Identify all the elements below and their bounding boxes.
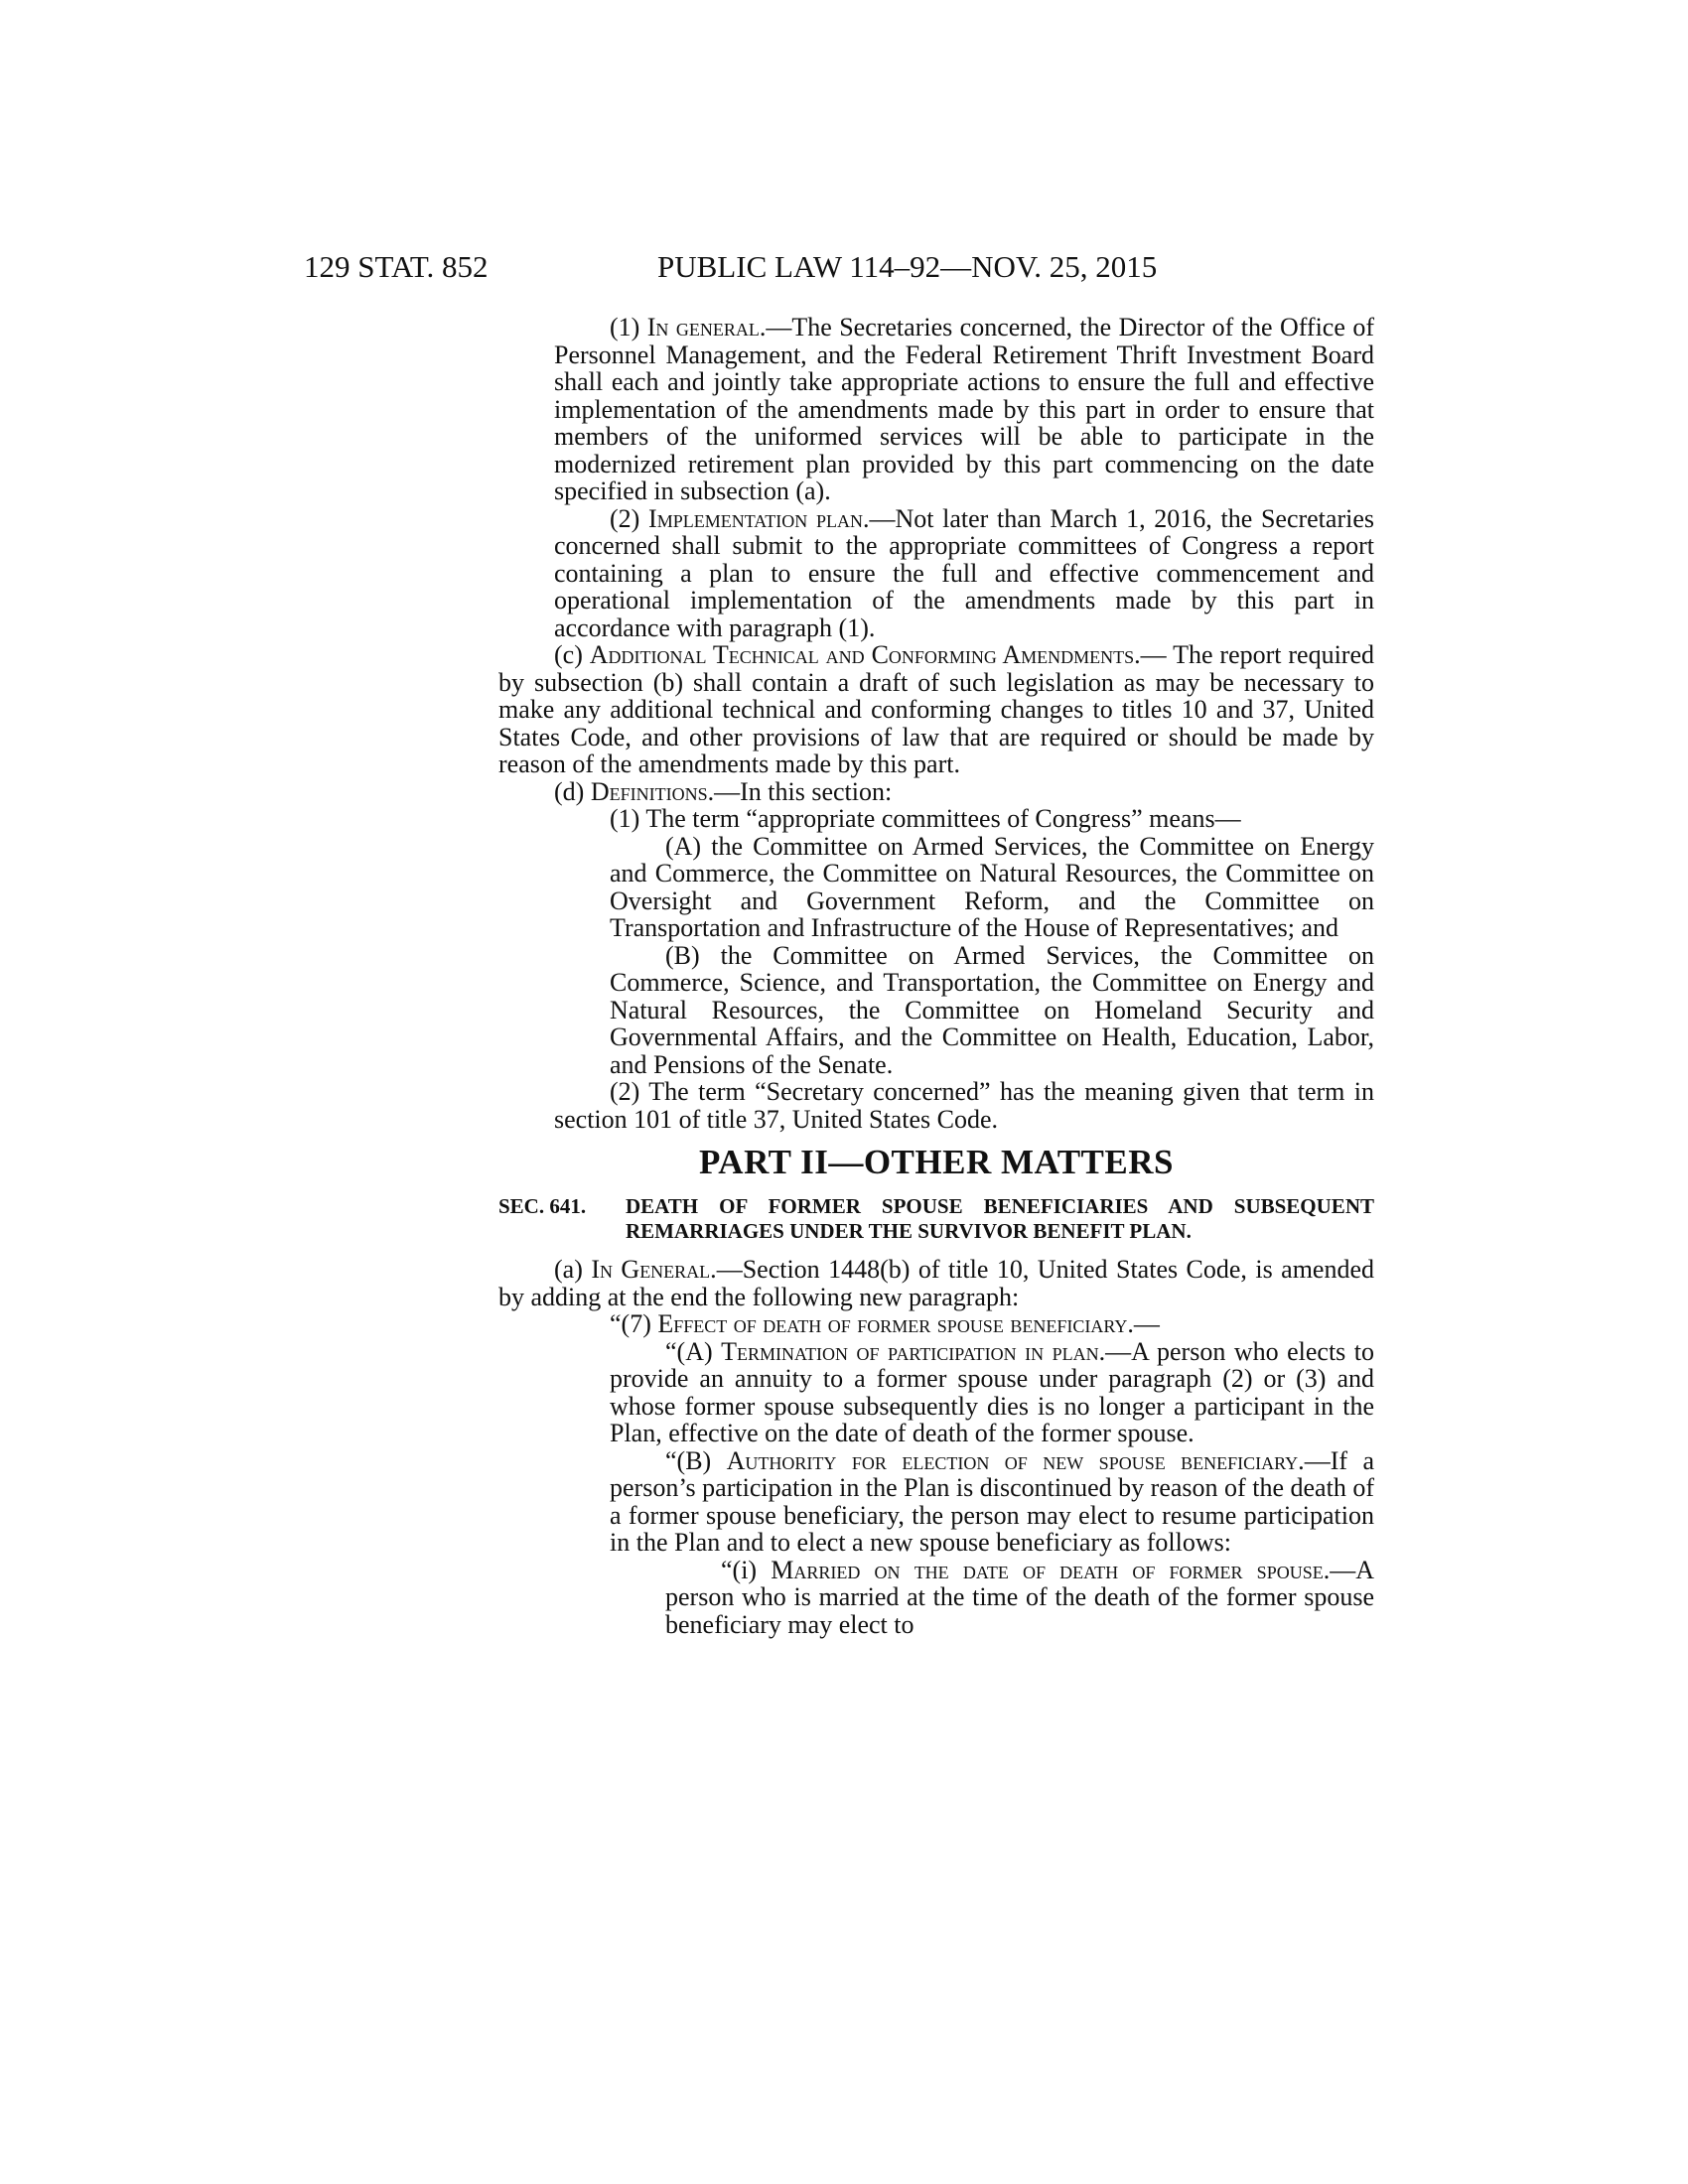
paragraph-b2-text: Not later than March 1, 2016, the Secretaries concerned shall submit to the appropriate committees of Congress a report containing a plan to ensure the full and effective commencement and operational implementation of the amendments made by this part in accordance with paragraph (1). [554,503,1374,642]
paragraph-b2: (2) Implementation plan.—Not later than March 1, 2016, the Secretaries concerned shall submit to the appropriate committees of Congress a report containing a plan to ensure the full and effective commencement and operational implementation of the amendments made by this part in accordance with paragraph (1). [554,503,1374,642]
new-paragraph-7-A-text: A person who elects to provide an annuity to a former spouse under paragraph (2) or (3) and whose former spouse subsequently dies is no longer a participant in the Plan, effective on the date of death of the former spouse. [610,1336,1375,1447]
section-subsection-a-heading: In General. [591,1255,717,1284]
section-subsection-a: (a) In General.—Section 1448(b) of title 10, United States Code, is amended by adding at the end the following new paragraph: [498,1255,1374,1311]
part-title: PART II—OTHER MATTERS [699,1143,1174,1181]
definition-1-A-text: the Committee on Armed Services, the Committee on Energy and Commerce, the Committee on Natural Resources, the Committee on Oversight and Government Reform, and the Committee on Transportation and Infrastructure of the House of Representatives; and [610,831,1375,942]
definition-1-B: (B) the Committee on Armed Services, the Committee on Commerce, Science, and Transportation, the Committee on Energy and Natural Resources, the Committee on Homeland Security and Governmental Affairs, and the Committee on Health, Education, Labor, and Pensions of the Senate. [610,940,1374,1079]
paragraph-b2-heading: Implementation plan. [648,503,870,533]
paragraph-b1-text: The Secretaries concerned, the Director of the Office of Personnel Management, and the Federal Retirement Thrift Investment Board shall each and jointly take appropriate actions to ensure the full and effective implementation of the amendments made by this part in order to ensure that members of the uniformed services will be able to participate in the modernized retirement plan provided by this part commencing on the date specified in subsection (a). [554,313,1374,505]
new-paragraph-7-B-text: If a person’s participation in the Plan is discontinued by reason of the death of a former spouse beneficiary, the person may elect to resume participation in the Plan and to elect a new spouse beneficiary as follows: [610,1445,1374,1557]
definition-2: (2) The term “Secretary concerned” has the meaning given that term in section 101 of title 37, United States Code. [554,1077,1374,1134]
public-law-header: PUBLIC LAW 114–92—NOV. 25, 2015 [657,249,1158,284]
section-subsection-a-text: Section 1448(b) of title 10, United States Code, is amended by adding at the end the following new paragraph: [498,1255,1374,1311]
section-number: SEC. 641. [498,1194,587,1218]
definition-1-A: (A) the Committee on Armed Services, the Committee on Energy and Commerce, the Committee on Natural Resources, the Committee on Oversight and Government Reform, and the Committee on Transportation and Infrastructure of the House of Representatives; and [610,831,1375,942]
new-paragraph-7-B-i: “(i) Married on the date of death of former spouse.—A person who is married at the time of the death of the former spouse beneficiary may elect to [665,1555,1374,1639]
new-paragraph-7: “(7) Effect of death of former spouse beneficiary.— [610,1309,1160,1338]
statute-page-number: 129 STAT. 852 [304,249,489,284]
new-paragraph-7-A: “(A) Termination of participation in plan.—A person who elects to provide an annuity to a former spouse under paragraph (2) or (3) and whose former spouse subsequently dies is no longer a participant in the Plan, effective on the date of death of the former spouse. [610,1336,1375,1447]
subsection-c-text: The report required by subsection (b) shall contain a draft of such legislation as may be necessary to make any additional technical and conforming changes to titles 10 and 37, United States Code, and other provisions of law that are required or should be made by reason of the amendments made by this part. [498,640,1374,778]
new-paragraph-7-A-heading: Termination of participation in plan. [721,1336,1106,1366]
subsection-d: (d) Definitions.—In this section: [554,776,893,806]
definition-2-text: The term “Secretary concerned” has the meaning given that term in section 101 of title 37, United States Code. [554,1077,1374,1134]
new-paragraph-7-B: “(B) Authority for election of new spouse beneficiary.—If a person’s participation in the Plan is discontinued by reason of the death of a former spouse beneficiary, the person may elect to resume participation in the Plan and to elect a new spouse beneficiary as follows: [610,1445,1374,1557]
new-paragraph-7-B-i-text: A person who is married at the time of the death of the former spouse beneficiary may elect to [665,1555,1374,1639]
paragraph-b1: (1) In general.—The Secretaries concerned, the Director of the Office of Personnel Management, and the Federal Retirement Thrift Investment Board shall each and jointly take appropriate actions to ensure the full and effective implementation of the amendments made by this part in order to ensure that members of the uniformed services will be able to participate in the modernized retirement plan provided by this part commencing on the date specified in subsection (a). [554,313,1374,505]
document-body [498,314,1374,1638]
new-paragraph-7-B-heading: Authority for election of new spouse beneficiary. [726,1445,1305,1475]
definition-1-B-text: the Committee on Armed Services, the Committee on Commerce, Science, and Transportation, the Committee on Energy and Natural Resources, the Committee on Homeland Security and Governmental Affairs, and the Committee on Health, Education, Labor, and Pensions of the Senate. [610,940,1374,1079]
definition-1: (1) The term “appropriate committees of Congress” means— [610,804,1241,833]
new-paragraph-7-B-i-heading: Married on the date of death of former spouse. [771,1555,1331,1584]
subsection-d-text: In this section: [740,776,893,806]
subsection-c: (c) Additional Technical and Conforming Amendments.— The report required by subsection (b) shall contain a draft of such legislation as may be necessary to make any additional technical and conforming changes to titles 10 and 37, United States Code, and other provisions of law that are required or should be made by reason of the amendments made by this part. [498,640,1374,778]
section-title: DEATH OF FORMER SPOUSE BENEFICIARIES AND SUBSEQUENT REMARRIAGES UNDER THE SURVIVOR BENEFIT PLAN. [626,1194,1374,1243]
paragraph-b1-heading: In general. [646,313,767,341]
subsection-c-heading: Additional Technical and Conforming Amendments. [589,640,1141,669]
new-paragraph-7-heading: Effect of death of former spouse beneficiary. [657,1309,1134,1338]
subsection-d-heading: Definitions. [590,776,715,806]
section-heading [498,1194,1374,1244]
definition-1-text: The term “appropriate committees of Congress” means— [645,804,1241,833]
